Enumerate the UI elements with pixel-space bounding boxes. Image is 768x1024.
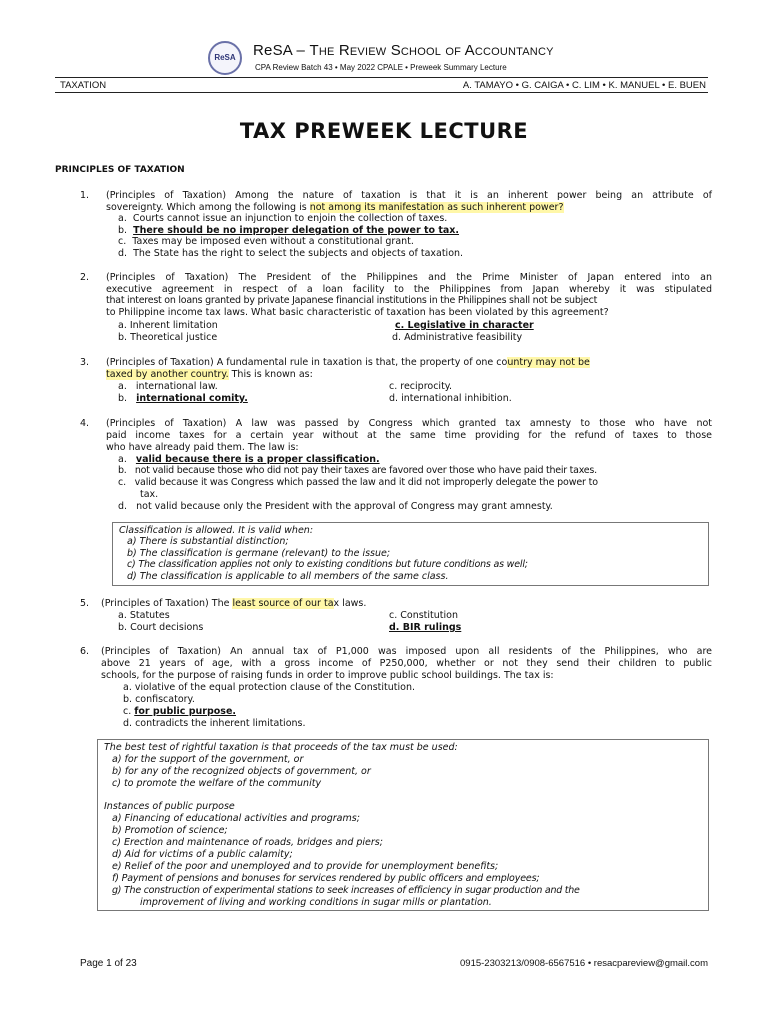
question-text: above 21 years of age, with a gross income of P250,000, whether or not they send their children to public — [101, 658, 712, 669]
highlight: untry may not be — [507, 357, 590, 368]
question-text: (Principles of Taxation) A fundamental rule in taxation is that, the property of one country may not be — [106, 357, 590, 368]
question-text: schools, for the purpose of raising funds in order to improve public school buildings. The tax is: — [101, 670, 554, 681]
option-d: d. international inhibition. — [389, 393, 512, 404]
option-c: c. reciprocity. — [389, 381, 453, 392]
subject-label: TAXATION — [60, 80, 107, 91]
correct-answer: valid because there is a proper classification. — [135, 454, 380, 465]
contact-info: 0915-2303213/0908-6567516 • resacpareview@gmail.com — [460, 958, 708, 969]
section-heading: PRINCIPLES OF TAXATION — [55, 165, 185, 175]
option-d: d. contradicts the inherent limitations. — [123, 718, 306, 729]
correct-answer: d. BIR rulings — [389, 622, 462, 633]
option-a: a. Courts cannot issue an injunction to enjoin the collection of taxes. — [118, 213, 448, 224]
option-a: a. Inherent limitation — [118, 320, 218, 331]
header-rule-bottom — [55, 92, 708, 93]
option-b: b. Theoretical justice — [118, 332, 218, 343]
option-b: b. confiscatory. — [123, 694, 195, 705]
highlight: not among its manifestation as such inherent power? — [309, 202, 564, 213]
classification-note-box: Classification is allowed. It is valid when: a) There is substantial distinction; b) The classification is germane (relevant) to the issue; c) The classification applies not only to existing conditions but future conditions as well; d) The classification is applicable to all members of the same class. — [112, 522, 709, 586]
option-c-continued: tax. — [140, 489, 159, 500]
question-text: paid income taxes for a certain year without at the same time providing for the refund of taxes to those — [106, 430, 712, 441]
question-text: taxed by another country. This is known as: — [106, 369, 313, 380]
option-a: a. Statutes — [118, 610, 170, 621]
option-c: c. Taxes may be imposed even without a constitutional grant. — [118, 236, 414, 247]
option-a: a. international law. — [118, 381, 218, 392]
highlight: least source of our ta — [232, 598, 334, 609]
option-d: d. Administrative feasibility — [392, 332, 523, 343]
option-c: c. for public purpose. — [123, 706, 237, 717]
question-text: (Principles of Taxation) The least source of our tax laws. — [101, 598, 367, 609]
question-number: 3. — [80, 357, 90, 368]
question-text: executive agreement in respect of a loan facility to the Philippines from Japan whereby it was stipulated — [106, 284, 712, 295]
correct-answer: international comity. — [136, 393, 248, 404]
question-text: (Principles of Taxation) An annual tax of P1,000 was imposed upon all residents of the Philippines, who are — [101, 646, 712, 657]
question-text: (Principles of Taxation) A law was passed by Congress which granted tax amnesty to those who have not — [106, 418, 712, 429]
correct-answer: There should be no improper delegation of the power to tax. — [133, 225, 460, 236]
option-c: c. valid because it was Congress which passed the law and it did not improperly delegate the power to — [118, 477, 598, 488]
org-title: ReSA – The Review School of Accountancy — [253, 42, 554, 59]
option-a: a. violative of the equal protection clause of the Constitution. — [123, 682, 416, 693]
correct-answer: c. Legislative in character — [395, 320, 534, 331]
page-number: Page 1 of 23 — [80, 958, 137, 969]
question-text: who have already paid them. The law is: — [106, 442, 299, 453]
question-number: 1. — [80, 190, 90, 201]
question-number: 6. — [80, 646, 90, 657]
question-number: 5. — [80, 598, 90, 609]
public-purpose-note-box: The best test of rightful taxation is that proceeds of the tax must be used: a) for the support of the government, or b) for any of the recognized objects of government, or c) to promote the welfare of the community Instances of public purpose a) Financing of educational activities and programs; b) Promotion of science; c) Erection and maintenance of roads, bridges and piers; d) Aid for victims of a public calamity; e) Relief of the poor and unemployed and to provide for unemployment benefits; f) Payment of pensions and bonuses for services rendered by public officers and employees; g) The construction of experimental stations to seek increases of efficiency in sugar production and the improvement of living and working conditions in sugar mills or plantation. — [97, 739, 709, 911]
option-d: d. not valid because only the President with the approval of Congress may grant amnesty. — [118, 501, 553, 512]
authors-label: A. TAMAYO • G. CAIGA • C. LIM • K. MANUEL • E. BUEN — [462, 80, 706, 91]
question-text: (Principles of Taxation) Among the nature of taxation is that it is an inherent power being an attribute of — [106, 190, 712, 201]
option-b: b. There should be no improper delegation of the power to tax. — [118, 225, 460, 236]
question-number: 2. — [80, 272, 90, 283]
option-d: d. The State has the right to select the subjects and objects of taxation. — [118, 248, 464, 259]
header-subtitle: CPA Review Batch 43 • May 2022 CPALE • Preweek Summary Lecture — [255, 63, 507, 72]
option-a: a. valid because there is a proper classification. — [118, 454, 380, 465]
header-rule-top — [55, 77, 708, 78]
option-b: b. international comity. — [118, 393, 248, 404]
option-c: c. Constitution — [389, 610, 458, 621]
page-title: TAX PREWEEK LECTURE — [239, 119, 529, 143]
correct-answer: for public purpose. — [134, 706, 237, 717]
option-b: b. Court decisions — [118, 622, 204, 633]
question-text: to Philippine income tax laws. What basic characteristic of taxation has been violated by this agreement? — [106, 307, 609, 318]
question-text: that interest on loans granted by private Japanese financial institutions in the Philippines shall not be subject — [106, 295, 598, 306]
option-b: b. not valid because those who did not pay their taxes are favored over those who have paid their taxes. — [118, 465, 597, 476]
highlight: taxed by another country. — [106, 369, 229, 380]
resa-logo: ReSA — [208, 41, 242, 75]
question-number: 4. — [80, 418, 90, 429]
question-text: sovereignty. Which among the following is not among its manifestation as such inherent power? — [106, 202, 564, 213]
question-text: (Principles of Taxation) The President of the Philippines and the Prime Minister of Japan entered into an — [106, 272, 712, 283]
